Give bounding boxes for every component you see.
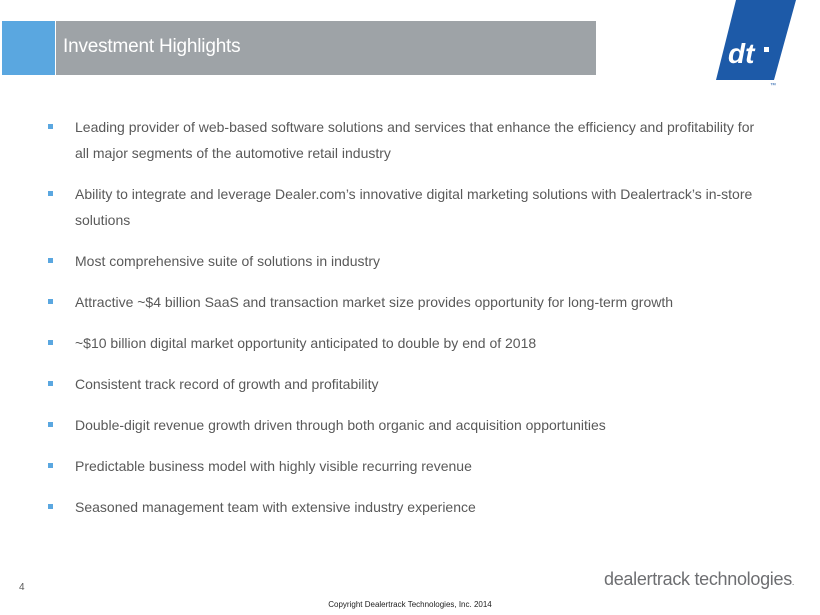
bullet-text: Attractive ~$4 billion SaaS and transaction market size provides opportunity for long-term growth xyxy=(75,294,674,310)
square-bullet-icon xyxy=(48,258,53,263)
bullet-item xyxy=(48,453,768,479)
bullet-text: Double-digit revenue growth driven through both organic and acquisition opportunities xyxy=(75,417,606,433)
title-accent-block xyxy=(2,21,55,75)
logo-trademark: ™ xyxy=(770,83,776,88)
bullet-item xyxy=(48,289,768,315)
square-bullet-icon xyxy=(48,299,53,304)
bullet-item xyxy=(48,248,768,274)
bullet-item xyxy=(48,114,768,166)
bullet-list xyxy=(48,114,768,520)
brand-wordmark-text: dealertrack technologies xyxy=(604,569,792,589)
square-bullet-icon xyxy=(48,340,53,345)
bullet-text: Leading provider of web-based software solutions and services that enhance the efficiency and profitability for all major segments of the automotive retail industry xyxy=(75,119,755,161)
bullet-item xyxy=(48,494,768,520)
bullet-item xyxy=(48,371,768,397)
brand-wordmark-mark: . xyxy=(791,577,795,587)
bullet-text: Predictable business model with highly visible recurring revenue xyxy=(75,458,472,474)
bullet-text: ~$10 billion digital market opportunity anticipated to double by end of 2018 xyxy=(75,335,537,351)
dealertrack-logo-icon xyxy=(714,0,796,88)
logo-dot xyxy=(764,47,769,52)
square-bullet-icon xyxy=(48,191,53,196)
square-bullet-icon xyxy=(48,422,53,427)
brand-wordmark xyxy=(604,569,794,590)
logo-mark-text: dt xyxy=(728,38,755,69)
copyright-notice: Copyright Dealertrack Technologies, Inc. 2014 xyxy=(328,600,492,609)
square-bullet-icon xyxy=(48,504,53,509)
bullet-item xyxy=(48,412,768,438)
bullet-text: Ability to integrate and leverage Dealer.com’s innovative digital marketing solutions with Dealertrack’s in-store solutions xyxy=(75,186,753,228)
bullet-item xyxy=(48,330,768,356)
square-bullet-icon xyxy=(48,381,53,386)
bullet-item xyxy=(48,181,768,233)
square-bullet-icon xyxy=(48,124,53,129)
bullet-text: Most comprehensive suite of solutions in industry xyxy=(75,253,381,269)
slide-title: Investment Highlights xyxy=(63,36,241,57)
bullet-text: Consistent track record of growth and profitability xyxy=(75,376,379,392)
bullet-text: Seasoned management team with extensive industry experience xyxy=(75,499,476,515)
square-bullet-icon xyxy=(48,463,53,468)
page-number: 4 xyxy=(19,582,25,593)
